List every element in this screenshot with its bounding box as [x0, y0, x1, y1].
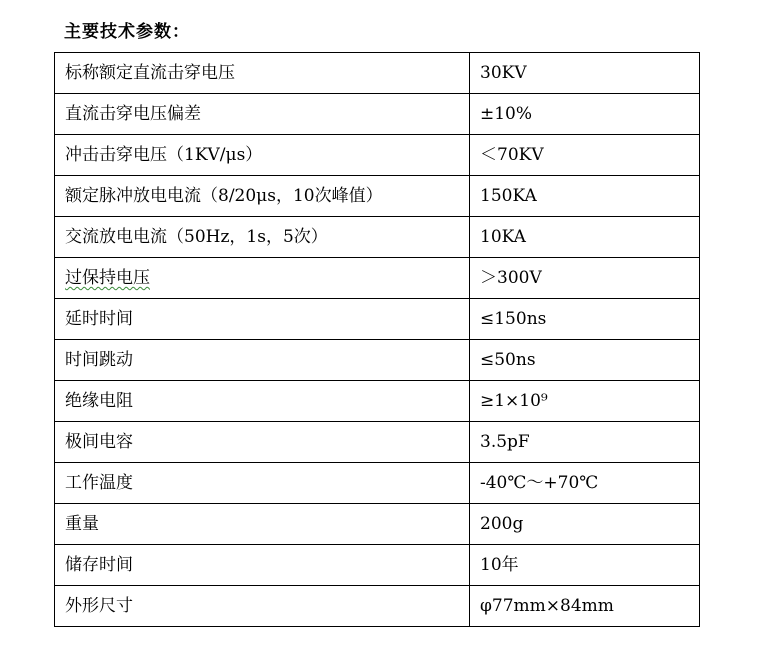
param-name: 绝缘电阻 — [55, 381, 470, 422]
param-name: 额定脉冲放电电流（8/20μs，10次峰值） — [55, 176, 470, 217]
table-row — [55, 504, 700, 545]
table-row — [55, 94, 700, 135]
table-row — [55, 299, 700, 340]
table-row — [55, 340, 700, 381]
param-name: 工作温度 — [55, 463, 470, 504]
param-name: 标称额定直流击穿电压 — [55, 53, 470, 94]
param-name: 过保持电压 — [65, 268, 150, 288]
table-row — [55, 463, 700, 504]
param-value: ≥1×10⁹ — [470, 381, 700, 422]
table-row — [55, 53, 700, 94]
param-value: 30KV — [470, 53, 700, 94]
param-name: 交流放电电流（50Hz，1s，5次） — [55, 217, 470, 258]
param-value: 200g — [470, 504, 700, 545]
param-value: ≤150ns — [470, 299, 700, 340]
param-name: 延时时间 — [55, 299, 470, 340]
table-row — [55, 135, 700, 176]
param-value: ±10% — [470, 94, 700, 135]
param-name: 重量 — [55, 504, 470, 545]
param-value: 3.5pF — [470, 422, 700, 463]
table-row — [55, 176, 700, 217]
param-value: 10年 — [470, 545, 700, 586]
param-value: ≤50ns — [470, 340, 700, 381]
param-name: 冲击击穿电压（1KV/μs） — [55, 135, 470, 176]
param-value: 10KA — [470, 217, 700, 258]
param-name-cell — [55, 258, 470, 299]
param-value: φ77mm×84mm — [470, 586, 700, 627]
param-value: -40℃～+70℃ — [470, 463, 700, 504]
param-name: 直流击穿电压偏差 — [55, 94, 470, 135]
param-name: 时间跳动 — [55, 340, 470, 381]
table-row — [55, 381, 700, 422]
param-name: 极间电容 — [55, 422, 470, 463]
section-heading: 主要技术参数： — [64, 22, 190, 42]
table-row — [55, 422, 700, 463]
technical-parameters-table — [54, 52, 700, 627]
param-value: 150KA — [470, 176, 700, 217]
table-row — [55, 545, 700, 586]
table-row — [55, 586, 700, 627]
table-row — [55, 258, 700, 299]
param-value: ＜70KV — [470, 135, 700, 176]
param-name: 外形尺寸 — [55, 586, 470, 627]
table-row — [55, 217, 700, 258]
param-name: 储存时间 — [55, 545, 470, 586]
param-value: ＞300V — [470, 258, 700, 299]
